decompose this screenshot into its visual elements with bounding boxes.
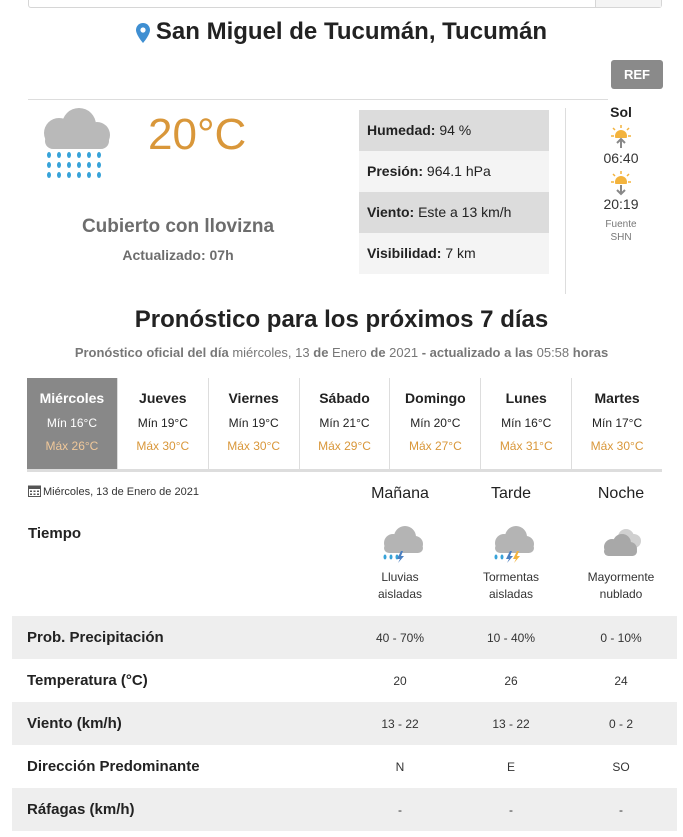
- day-max: Máx 27°C: [408, 439, 462, 453]
- source-line: SHN: [610, 232, 632, 243]
- day-name: Martes: [594, 390, 640, 406]
- sunrise-time: 06:40: [603, 150, 639, 166]
- cloud-rain-storm-icon: [345, 523, 455, 563]
- subtitle-text: de: [313, 345, 329, 360]
- day-tab-lunes[interactable]: [481, 378, 572, 469]
- cell-value: 10 - 40%: [486, 630, 536, 645]
- cell-value: 26: [504, 673, 518, 688]
- cell-value: N: [395, 759, 405, 774]
- stat-label: Humedad:: [367, 122, 436, 138]
- divider: [28, 99, 608, 100]
- subtitle-year: 2021: [389, 345, 419, 360]
- day-max: Máx 30°C: [590, 439, 644, 453]
- cell-value: 13 - 22: [381, 716, 419, 731]
- weather-label: [456, 569, 566, 603]
- cell-value: -: [619, 802, 623, 817]
- stat-value: 964.1 hPa: [426, 163, 491, 179]
- calendar-icon: [28, 484, 41, 500]
- row-label: Temperatura (°C): [27, 672, 148, 689]
- day-max: Máx 30°C: [227, 439, 281, 453]
- forecast-subtitle: [0, 345, 683, 360]
- search-button[interactable]: [595, 0, 661, 7]
- day-min: Mín 20°C: [410, 416, 461, 430]
- row-label: Dirección Predominante: [27, 758, 200, 775]
- weather-text: aisladas: [377, 587, 423, 601]
- sunset-time: 20:19: [603, 196, 639, 212]
- day-max: Máx 31°C: [499, 439, 553, 453]
- cloudy-night-icon: [566, 523, 676, 563]
- cell-value: 20: [393, 673, 407, 688]
- day-min: Mín 16°C: [501, 416, 552, 430]
- location-title: [0, 18, 683, 46]
- table-row: [12, 788, 677, 831]
- current-stats: [359, 110, 549, 274]
- source-label: [580, 218, 662, 244]
- subtitle-text: horas: [572, 345, 609, 360]
- table-row: [12, 745, 677, 788]
- detail-date: [28, 484, 199, 500]
- day-name: Viernes: [228, 390, 279, 406]
- ref-button[interactable]: REF: [611, 60, 663, 89]
- day-min: Mín 17°C: [592, 416, 643, 430]
- weather-manana: [345, 523, 455, 603]
- weather-label: [566, 569, 676, 603]
- weather-tarde: [456, 523, 566, 603]
- stat-label: Presión:: [367, 163, 424, 179]
- weather-text: nublado: [599, 587, 643, 601]
- sunrise-icon: [608, 124, 634, 150]
- day-tab-martes[interactable]: [572, 378, 662, 469]
- search-input[interactable]: [28, 0, 662, 8]
- subtitle-month: Enero: [332, 345, 367, 360]
- sun-panel: [580, 104, 662, 244]
- stat-visibility: [359, 233, 549, 274]
- sun-title: Sol: [610, 104, 632, 120]
- table-row: [12, 702, 677, 745]
- sunset-icon: [608, 170, 634, 196]
- stat-label: Visibilidad:: [367, 245, 442, 261]
- day-tabs: [27, 378, 662, 472]
- day-min: Mín 16°C: [46, 416, 97, 430]
- map-pin-icon: [136, 23, 150, 43]
- day-tab-miercoles[interactable]: [27, 378, 118, 469]
- cell-value: 24: [614, 673, 628, 688]
- forecast-title: Pronóstico para los próximos 7 días: [134, 306, 549, 333]
- weather-text: Tormentas: [482, 570, 540, 584]
- stat-wind: [359, 192, 549, 233]
- weather-text: Mayormente: [587, 570, 655, 584]
- table-row: [12, 616, 677, 659]
- stat-value: 7 km: [445, 245, 476, 261]
- day-name: Domingo: [405, 390, 466, 406]
- day-tab-viernes[interactable]: [209, 378, 300, 469]
- stat-label: Viento:: [367, 204, 415, 220]
- cell-value: 13 - 22: [492, 716, 530, 731]
- row-label: Prob. Precipitación: [27, 629, 164, 646]
- cell-value: 40 - 70%: [375, 630, 425, 645]
- subtitle-text: - actualizado a las: [421, 345, 533, 360]
- stat-pressure: [359, 151, 549, 192]
- cloud-thunderstorm-sun-icon: [456, 523, 566, 563]
- day-max: Máx 30°C: [136, 439, 190, 453]
- tiempo-label: Tiempo: [28, 525, 82, 542]
- cell-value: 0 - 10%: [600, 630, 642, 645]
- day-tab-domingo[interactable]: [390, 378, 481, 469]
- column-manana: Mañana: [371, 485, 429, 502]
- stat-value: Este a 13 km/h: [418, 204, 512, 220]
- day-tab-sabado[interactable]: [300, 378, 391, 469]
- table-row: [12, 659, 677, 702]
- weather-noche: [566, 523, 676, 603]
- row-label: Ráfagas (km/h): [27, 801, 135, 818]
- day-min: Mín 19°C: [137, 416, 188, 430]
- day-name: Sábado: [319, 390, 370, 406]
- weather-text: Lluvias: [381, 570, 419, 584]
- source-line: Fuente: [605, 219, 637, 230]
- current-description: Cubierto con llovizna: [81, 216, 275, 237]
- day-max: Máx 26°C: [45, 439, 99, 453]
- cell-value: E: [506, 759, 515, 774]
- stat-humidity: [359, 110, 549, 151]
- cell-value: 0 - 2: [608, 716, 633, 731]
- day-min: Mín 19°C: [228, 416, 279, 430]
- day-name: Miércoles: [39, 390, 105, 406]
- detail-date-text: Miércoles, 13 de Enero de 2021: [43, 486, 199, 498]
- cloud-drizzle-icon: [35, 105, 117, 188]
- day-max: Máx 29°C: [318, 439, 371, 453]
- subtitle-text: de: [370, 345, 386, 360]
- day-tab-jueves[interactable]: [118, 378, 209, 469]
- day-name: Jueves: [139, 390, 187, 406]
- cell-value: SO: [612, 759, 630, 774]
- updated-time: Actualizado: 07h: [122, 247, 234, 263]
- cell-value: -: [509, 802, 513, 817]
- weather-text: aisladas: [488, 587, 534, 601]
- weather-label: [345, 569, 455, 603]
- column-noche: Noche: [597, 485, 645, 502]
- subtitle-time: 05:58: [536, 345, 570, 360]
- column-tarde: Tarde: [490, 485, 532, 502]
- stat-value: 94 %: [439, 122, 472, 138]
- cell-value: -: [398, 802, 402, 817]
- day-name: Lunes: [505, 390, 547, 406]
- detail-table: [12, 616, 677, 831]
- current-temperature: 20°C: [148, 110, 247, 159]
- divider: [565, 108, 566, 294]
- subtitle-text: Pronóstico oficial del día: [74, 345, 229, 360]
- row-label: Viento (km/h): [27, 715, 122, 732]
- day-min: Mín 21°C: [319, 416, 370, 430]
- subtitle-day: miércoles, 13: [232, 345, 310, 360]
- location-name: San Miguel de Tucumán, Tucumán: [155, 18, 548, 45]
